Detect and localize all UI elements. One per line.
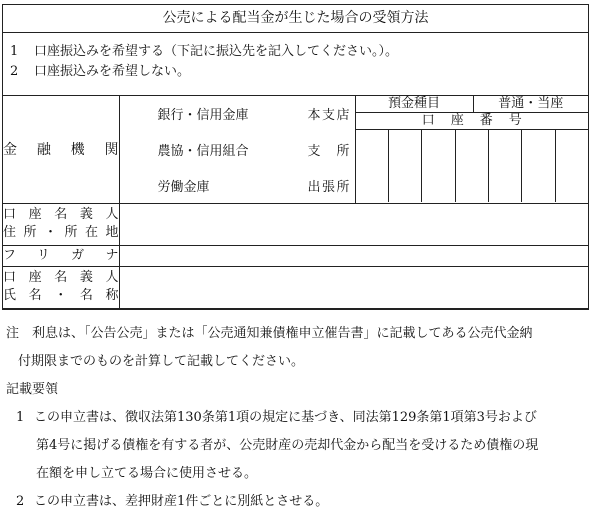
instruction-2-number: 2 — [16, 494, 25, 509]
option-1[interactable] — [3, 42, 588, 62]
bank-type-2: 農協・信用組合 — [157, 144, 249, 159]
account-digit-box[interactable] — [522, 130, 555, 202]
account-digit-box[interactable] — [456, 130, 489, 202]
branch-type-1: 本支店 — [307, 108, 350, 123]
deposit-type-label: 預金種目 — [356, 96, 474, 112]
account-number-label: 口座番号 — [356, 113, 589, 130]
option-1-number: 1 — [10, 44, 19, 59]
holder-address-label: 口座名義人 住所・所在地 — [3, 203, 119, 245]
account-digit-box[interactable] — [422, 130, 455, 202]
account-digit-box[interactable] — [556, 130, 588, 202]
financial-institution-label: 金融機関 — [3, 96, 119, 203]
option-1-text: 口座振込みを希望する（下記に振込先を記入してください。）。 — [34, 44, 399, 59]
instruction-1-line-1: この申立書は、徴収法第130条第1項の規定に基づき、同法第129条第1項第3号および — [34, 410, 537, 425]
instruction-1-number: 1 — [16, 410, 25, 425]
instruction-item-1 — [6, 404, 590, 432]
account-digit-box[interactable] — [356, 130, 389, 202]
note-line-2: 付期限までのものを計算して記載してください。 — [18, 354, 305, 369]
instruction-item-2 — [6, 488, 590, 516]
instruction-1-line-3: 在額を申し立てる場合に使用させる。 — [36, 466, 258, 481]
furigana-field[interactable] — [119, 245, 588, 266]
account-digit-box[interactable] — [389, 130, 422, 202]
account-number-digits — [356, 130, 589, 202]
option-2[interactable] — [3, 62, 588, 82]
institution-name-field[interactable] — [119, 96, 355, 203]
instruction-2-text: この申立書は、差押財産1件ごとに別紙とさせる。 — [34, 494, 329, 509]
option-2-text: 口座振込みを希望しない。 — [34, 64, 191, 79]
account-digit-box[interactable] — [489, 130, 522, 202]
holder-name-label: 口座名義人 氏名・名称 — [3, 266, 119, 308]
bank-info-table — [3, 96, 588, 309]
furigana-label: フリガナ — [3, 245, 119, 266]
transfer-options — [3, 33, 588, 96]
instructions-heading: 記載要領 — [6, 382, 59, 397]
option-2-number: 2 — [10, 64, 19, 79]
receipt-method-form — [2, 4, 589, 310]
deposit-type-row — [356, 96, 589, 113]
instruction-1-line-2: 第4号に掲げる債権を有する者が、公売財産の売却代金から配当を受けるため債権の現 — [36, 438, 539, 453]
deposit-type-options[interactable]: 普通・当座 — [498, 96, 564, 111]
note-line-1: 注 利息は、「公告公売」または「公売通知兼債権申立催告書」に記載してある公売代金納 — [6, 326, 533, 341]
bank-type-1: 銀行・信用金庫 — [157, 108, 249, 123]
account-section — [355, 96, 588, 203]
branch-type-3: 出張所 — [307, 180, 350, 195]
branch-type-2: 支所 — [307, 144, 350, 159]
form-title: 公売による配当金が生じた場合の受領方法 — [3, 5, 588, 33]
bank-type-3: 労働金庫 — [157, 180, 210, 195]
notes-section — [6, 320, 590, 516]
holder-address-field[interactable] — [119, 203, 588, 245]
holder-name-field[interactable] — [119, 266, 588, 308]
